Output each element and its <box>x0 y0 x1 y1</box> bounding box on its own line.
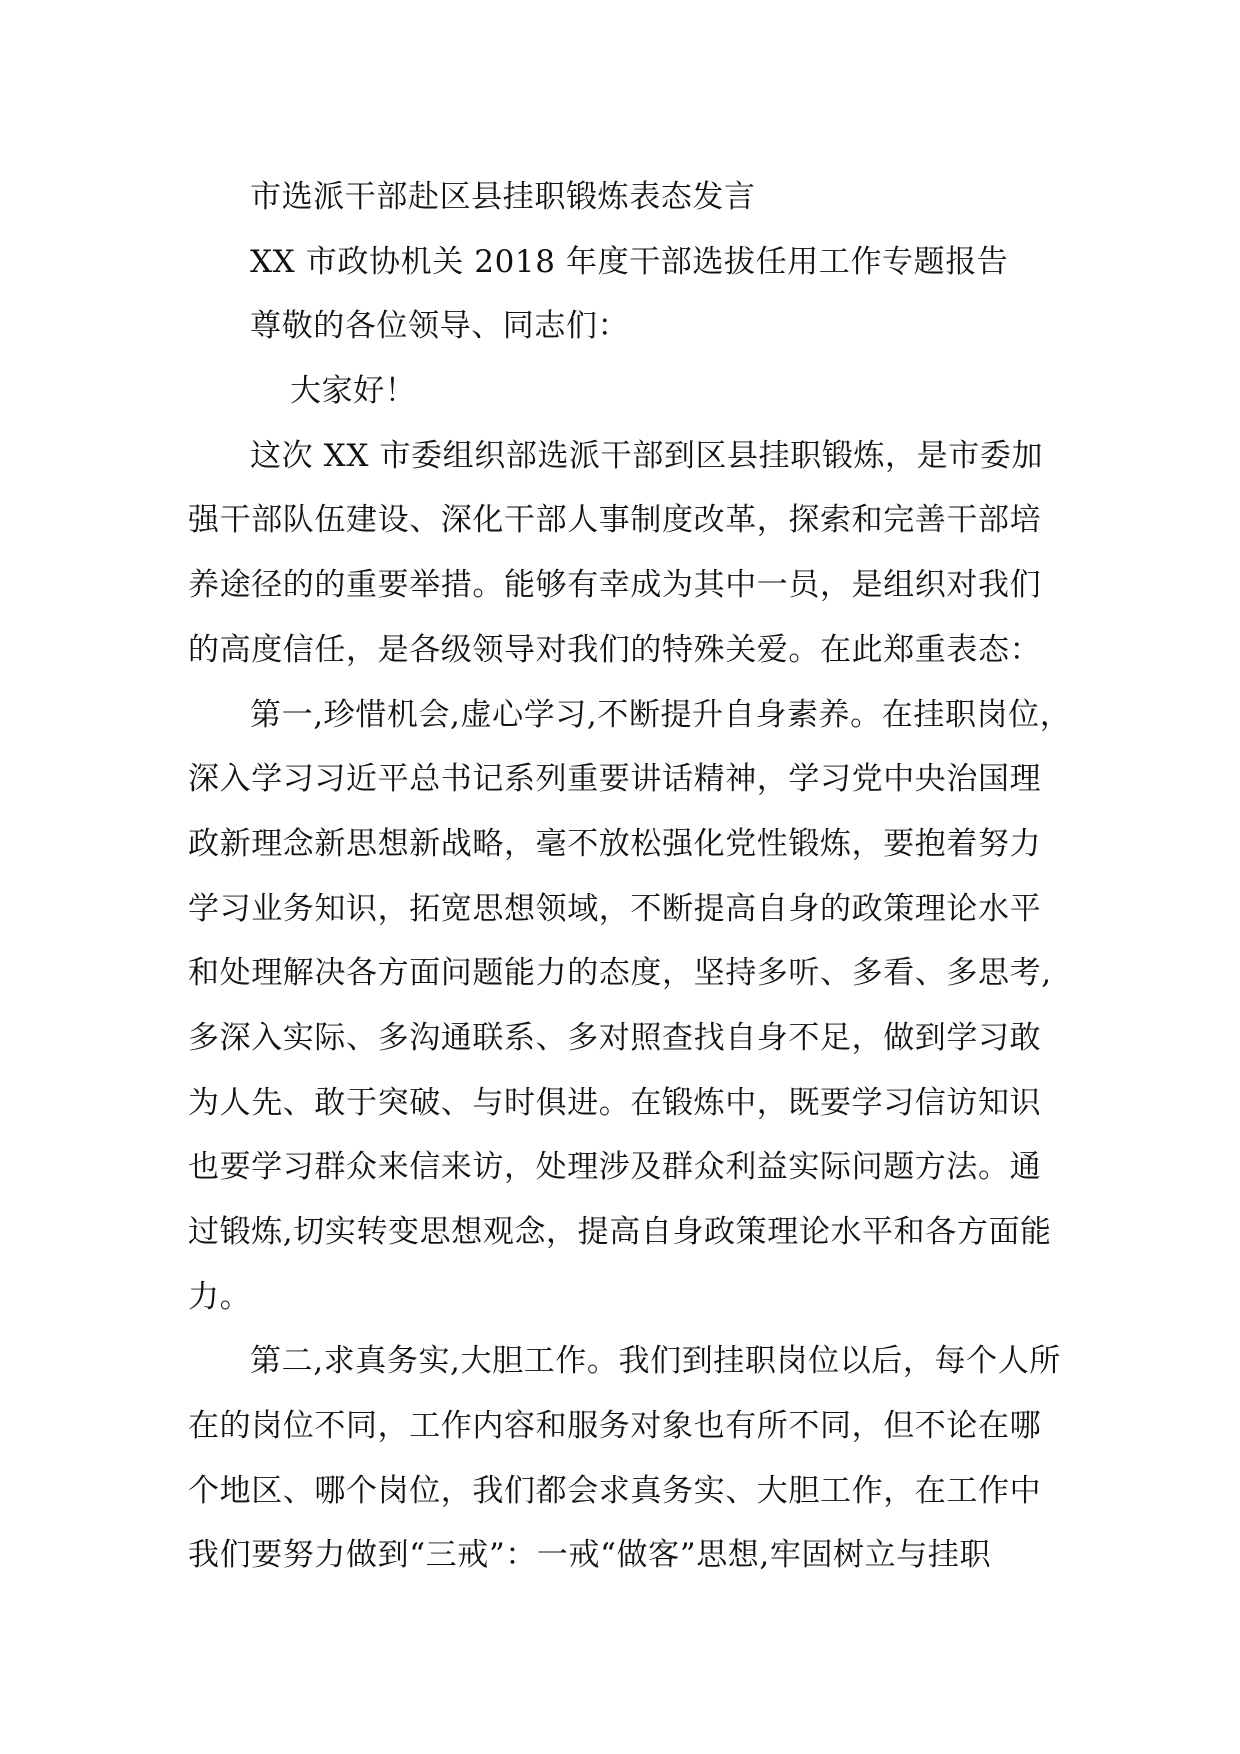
paragraph-line: 第二,求真务实,大胆工作。我们到挂职岗位以后，每个人所 <box>250 1343 1061 1380</box>
paragraph-line: 政新理念新思想新战略，毫不放松强化党性锻炼，要抱着努力 <box>188 825 1042 862</box>
paragraph-line: 这次 XX 市委组织部选派干部到区县挂职锻炼，是市委加 <box>250 437 1044 474</box>
paragraph-line: 多深入实际、多沟通联系、多对照查找自身不足，做到学习敢 <box>188 1019 1042 1056</box>
paragraph-line: 的高度信任，是各级领导对我们的特殊关爱。在此郑重表态： <box>188 631 1042 668</box>
document-title: 市选派干部赴区县挂职锻炼表态发言 <box>250 179 756 215</box>
paragraph-line: 个地区、哪个岗位，我们都会求真务实、大胆工作，在工作中 <box>188 1472 1042 1509</box>
paragraph-first-point <box>188 683 1072 1330</box>
paragraph-line: 在的岗位不同，工作内容和服务对象也有所不同，但不论在哪 <box>188 1408 1042 1445</box>
paragraph-line: 第一,珍惜机会,虚心学习,不断提升自身素养。在挂职岗位， <box>250 696 1072 733</box>
greeting: 大家好！ <box>290 373 417 410</box>
paragraph-line: 养途径的的重要举措。能够有幸成为其中一员，是组织对我们 <box>188 567 1042 604</box>
paragraph-line: 过锻炼,切实转变思想观念，提高自身政策理论水平和各方面能 <box>188 1214 1052 1250</box>
paragraph-intro <box>188 424 1058 683</box>
document-body <box>188 165 1072 1588</box>
paragraph-second-point <box>188 1329 1061 1588</box>
salutation: 尊敬的各位领导、同志们： <box>250 308 630 345</box>
paragraph-line: 强干部队伍建设、深化干部人事制度改革，探索和完善干部培 <box>188 502 1042 539</box>
paragraph-line: 我们要努力做到“三戒”：一戒“做客”思想,牢固树立与挂职 <box>188 1537 992 1574</box>
paragraph-line: 和处理解决各方面问题能力的态度，坚持多听、多看、多思考, <box>188 955 1052 992</box>
paragraph-line: 力。 <box>188 1278 252 1315</box>
paragraph-line: 为人先、敢于突破、与时俱进。在锻炼中，既要学习信访知识 <box>188 1084 1042 1121</box>
paragraph-line: 学习业务知识，拓宽思想领域，不断提高自身的政策理论水平 <box>188 890 1042 927</box>
paragraph-line: 也要学习群众来信来访，处理涉及群众利益实际问题方法。通 <box>188 1149 1042 1186</box>
document-subtitle: XX 市政协机关 2018 年度干部选拔任用工作专题报告 <box>250 243 1009 280</box>
paragraph-line: 深入学习习近平总书记系列重要讲话精神，学习党中央治国理 <box>188 761 1042 798</box>
